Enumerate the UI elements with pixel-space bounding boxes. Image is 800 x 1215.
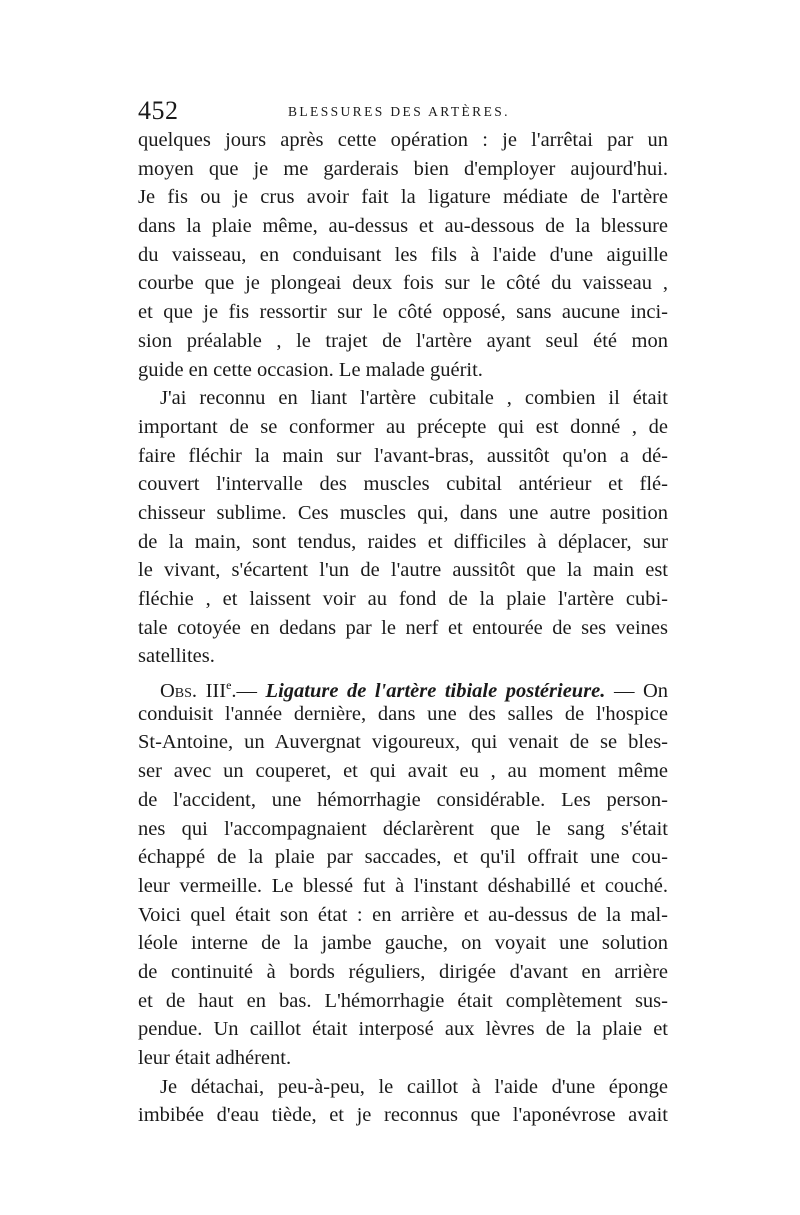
text-line: conduisit l'année dernière, dans une des salles de l'hospice bbox=[138, 702, 668, 725]
running-head: BLESSURES DES ARTÈRES. bbox=[288, 104, 510, 119]
body-text bbox=[138, 126, 668, 1130]
observation-3 bbox=[138, 671, 668, 1073]
text-line: satellites. bbox=[138, 645, 215, 668]
text-line: moyen que je me garderais bien d'employer aujourd'hui. bbox=[138, 157, 668, 180]
text-line: du vaisseau, en conduisant les fils à l'aide d'une aiguille bbox=[138, 243, 668, 266]
text-line: et que je fis ressortir sur le côté opposé, sans aucune inci- bbox=[138, 301, 668, 324]
text-line: important de se conformer au précepte qui est donné , de bbox=[138, 415, 668, 438]
observation-heading-line bbox=[138, 671, 669, 703]
text-line: J'ai reconnu en liant l'artère cubitale , combien il était bbox=[160, 387, 668, 410]
observation-lead-in: — On bbox=[613, 680, 669, 703]
text-line: pendue. Un caillot était interposé aux lèvres de la plaie et bbox=[138, 1018, 668, 1041]
text-line: de continuité à bords réguliers, dirigée d'avant en arrière bbox=[138, 960, 668, 983]
page-header bbox=[138, 96, 668, 126]
text-line: St-Antoine, un Auvergnat vigoureux, qui venait de se bles- bbox=[138, 731, 668, 754]
text-line: quelques jours après cette opération : je l'arrêtai par un bbox=[138, 129, 668, 151]
observation-dash: .— bbox=[231, 680, 258, 703]
text-line: leur était adhérent. bbox=[138, 1047, 292, 1069]
text-line: et de haut en bas. L'hémorrhagie était complètement sus- bbox=[138, 989, 668, 1012]
text-line: dans la plaie même, au-dessus et au-dessous de la blessure bbox=[138, 215, 668, 238]
text-line: échappé de la plaie par saccades, et qu'il offrait une cou- bbox=[138, 846, 668, 869]
text-line: imbibée d'eau tiède, et je reconnus que l'aponévrose avait bbox=[138, 1104, 668, 1127]
observation-label: Obs. III bbox=[160, 680, 227, 703]
text-line: courbe que je plongeai deux fois sur le côté du vaisseau , bbox=[138, 272, 668, 295]
text-line: Voici quel était son état : en arrière et au-dessus de la mal- bbox=[138, 903, 668, 926]
text-line: nes qui l'accompagnaient déclarèrent que le sang s'était bbox=[138, 817, 668, 840]
text-line: faire fléchir la main sur l'avant-bras, aussitôt qu'on a dé- bbox=[138, 444, 668, 467]
text-line: ser avec un couperet, et qui avait eu , au moment même bbox=[138, 760, 668, 783]
text-line: Je fis ou je crus avoir fait la ligature médiate de l'artère bbox=[138, 186, 668, 209]
paragraph-1 bbox=[138, 126, 668, 384]
text-line: léole interne de la jambe gauche, on voyait une solution bbox=[138, 932, 668, 955]
text-line: tale cotoyée en dedans par le nerf et entourée de ses veines bbox=[138, 616, 668, 639]
text-line: fléchie , et laissent voir au fond de la plaie l'artère cubi- bbox=[138, 588, 668, 610]
page-number: 452 bbox=[138, 96, 179, 125]
text-line: guide en cette occasion. Le malade guérit. bbox=[138, 358, 483, 381]
text-line: le vivant, s'écartent l'un de l'autre aussitôt que la main est bbox=[138, 559, 668, 582]
observation-title: Ligature de l'artère tibiale postérieure. bbox=[265, 680, 606, 703]
text-line: couvert l'intervalle des muscles cubital antérieur et flé- bbox=[138, 473, 668, 496]
text-line: leur vermeille. Le blessé fut à l'instant déshabillé et couché. bbox=[138, 874, 668, 897]
text-line: Je détachai, peu-à-peu, le caillot à l'aide d'une éponge bbox=[160, 1075, 668, 1098]
text-line: de l'accident, une hémorrhagie considérable. Les person- bbox=[138, 788, 668, 811]
text-line: chisseur sublime. Ces muscles qui, dans une autre position bbox=[138, 501, 668, 524]
paragraph-2 bbox=[138, 384, 668, 671]
text-line: sion préalable , le trajet de l'artère ayant seul été mon bbox=[138, 329, 668, 352]
paragraph-4 bbox=[138, 1073, 668, 1130]
observation-superscript: e bbox=[226, 678, 232, 693]
text-line: de la main, sont tendus, raides et difficiles à déplacer, sur bbox=[138, 530, 668, 553]
